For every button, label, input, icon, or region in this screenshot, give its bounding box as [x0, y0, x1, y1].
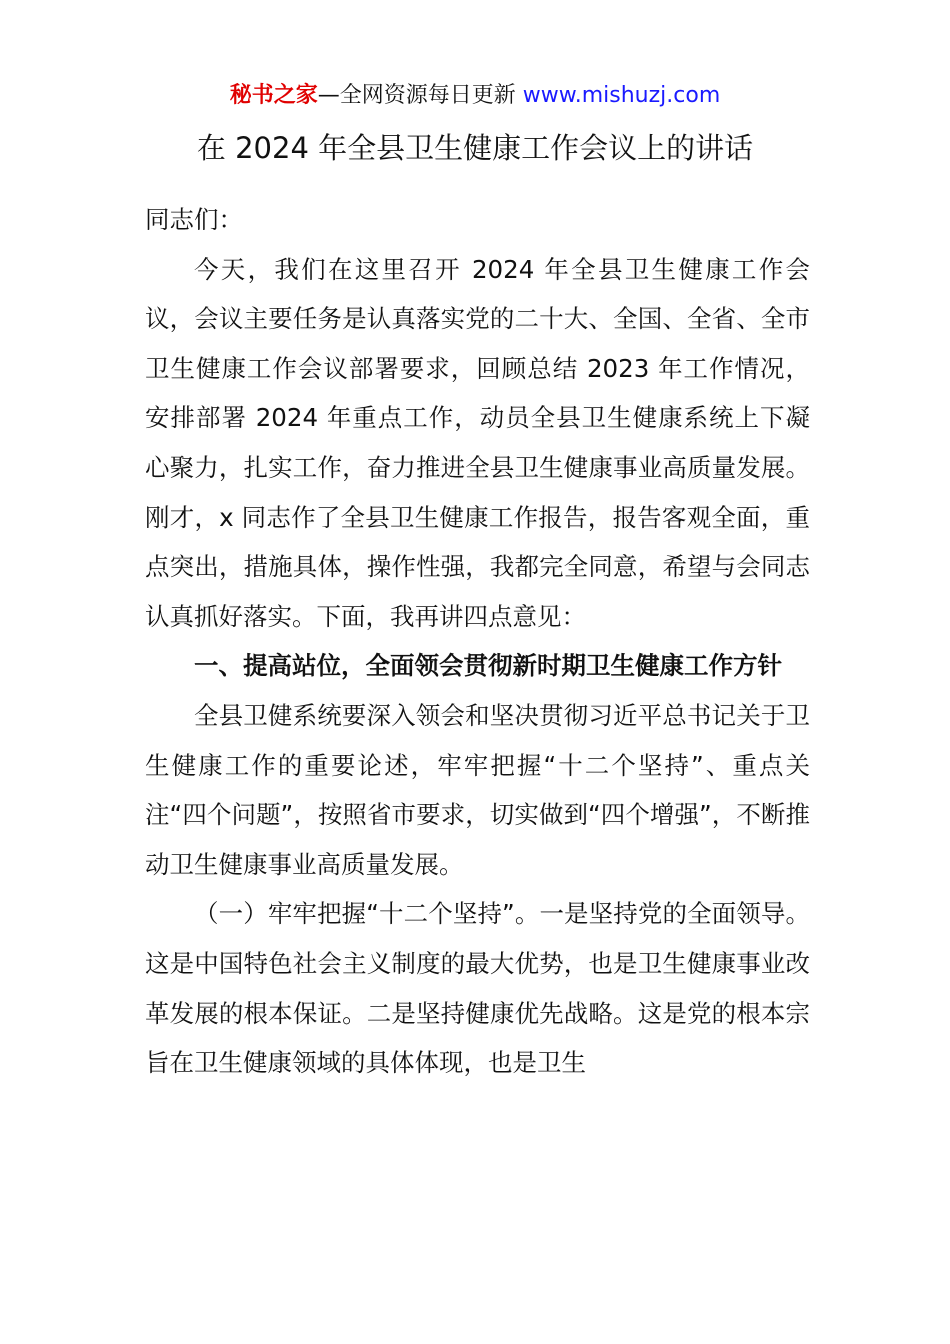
- salutation: 同志们：: [145, 205, 243, 234]
- section-1-paragraph: 全县卫健系统要深入领会和坚决贯彻习近平总书记关于卫生健康工作的重要论述，牢牢把握“十二个坚持”、重点关注“四个问题”，按照省市要求，切实做到“四个增强”，不断推动卫生健康事业高质量发展。: [145, 700, 810, 879]
- intro-paragraph: 今天，我们在这里召开 2024 年全县卫生健康工作会议，会议主要任务是认真落实党的二十大、全国、全省、全市卫生健康工作会议部署要求，回顾总结 2023 年工作情况，安排部署 2024 年重点工作，动员全县卫生健康系统上下凝心聚力，扎实工作，奋力推进全县卫生健康事业高质量发展。刚才，x 同志作了全县卫生健康工作报告，报告客观全面，重点突出，措施具体，操作性强，我都完全同意，希望与会同志认真抓好落实。下面，我再讲四点意见：: [145, 254, 810, 631]
- site-header: [0, 80, 950, 112]
- site-brand: 秘书之家: [229, 83, 318, 108]
- site-url-link[interactable]: www.mishuzj.com: [522, 83, 721, 108]
- section-heading-1: 一、提高站位，全面领会贯彻新时期卫生健康工作方针: [194, 651, 782, 681]
- subsection-1-paragraph: （一）牢牢把握“十二个坚持”。一是坚持党的全面领导。这是中国特色社会主义制度的最大优势，也是卫生健康事业改革发展的根本保证。二是坚持健康优先战略。这是党的根本宗旨在卫生健康领域的具体体现，也是卫生: [145, 899, 810, 1078]
- document-body: [145, 195, 810, 1088]
- site-tagline: —全网资源每日更新: [317, 83, 523, 108]
- document-title: 在 2024 年全县卫生健康工作会议上的讲话: [196, 131, 754, 165]
